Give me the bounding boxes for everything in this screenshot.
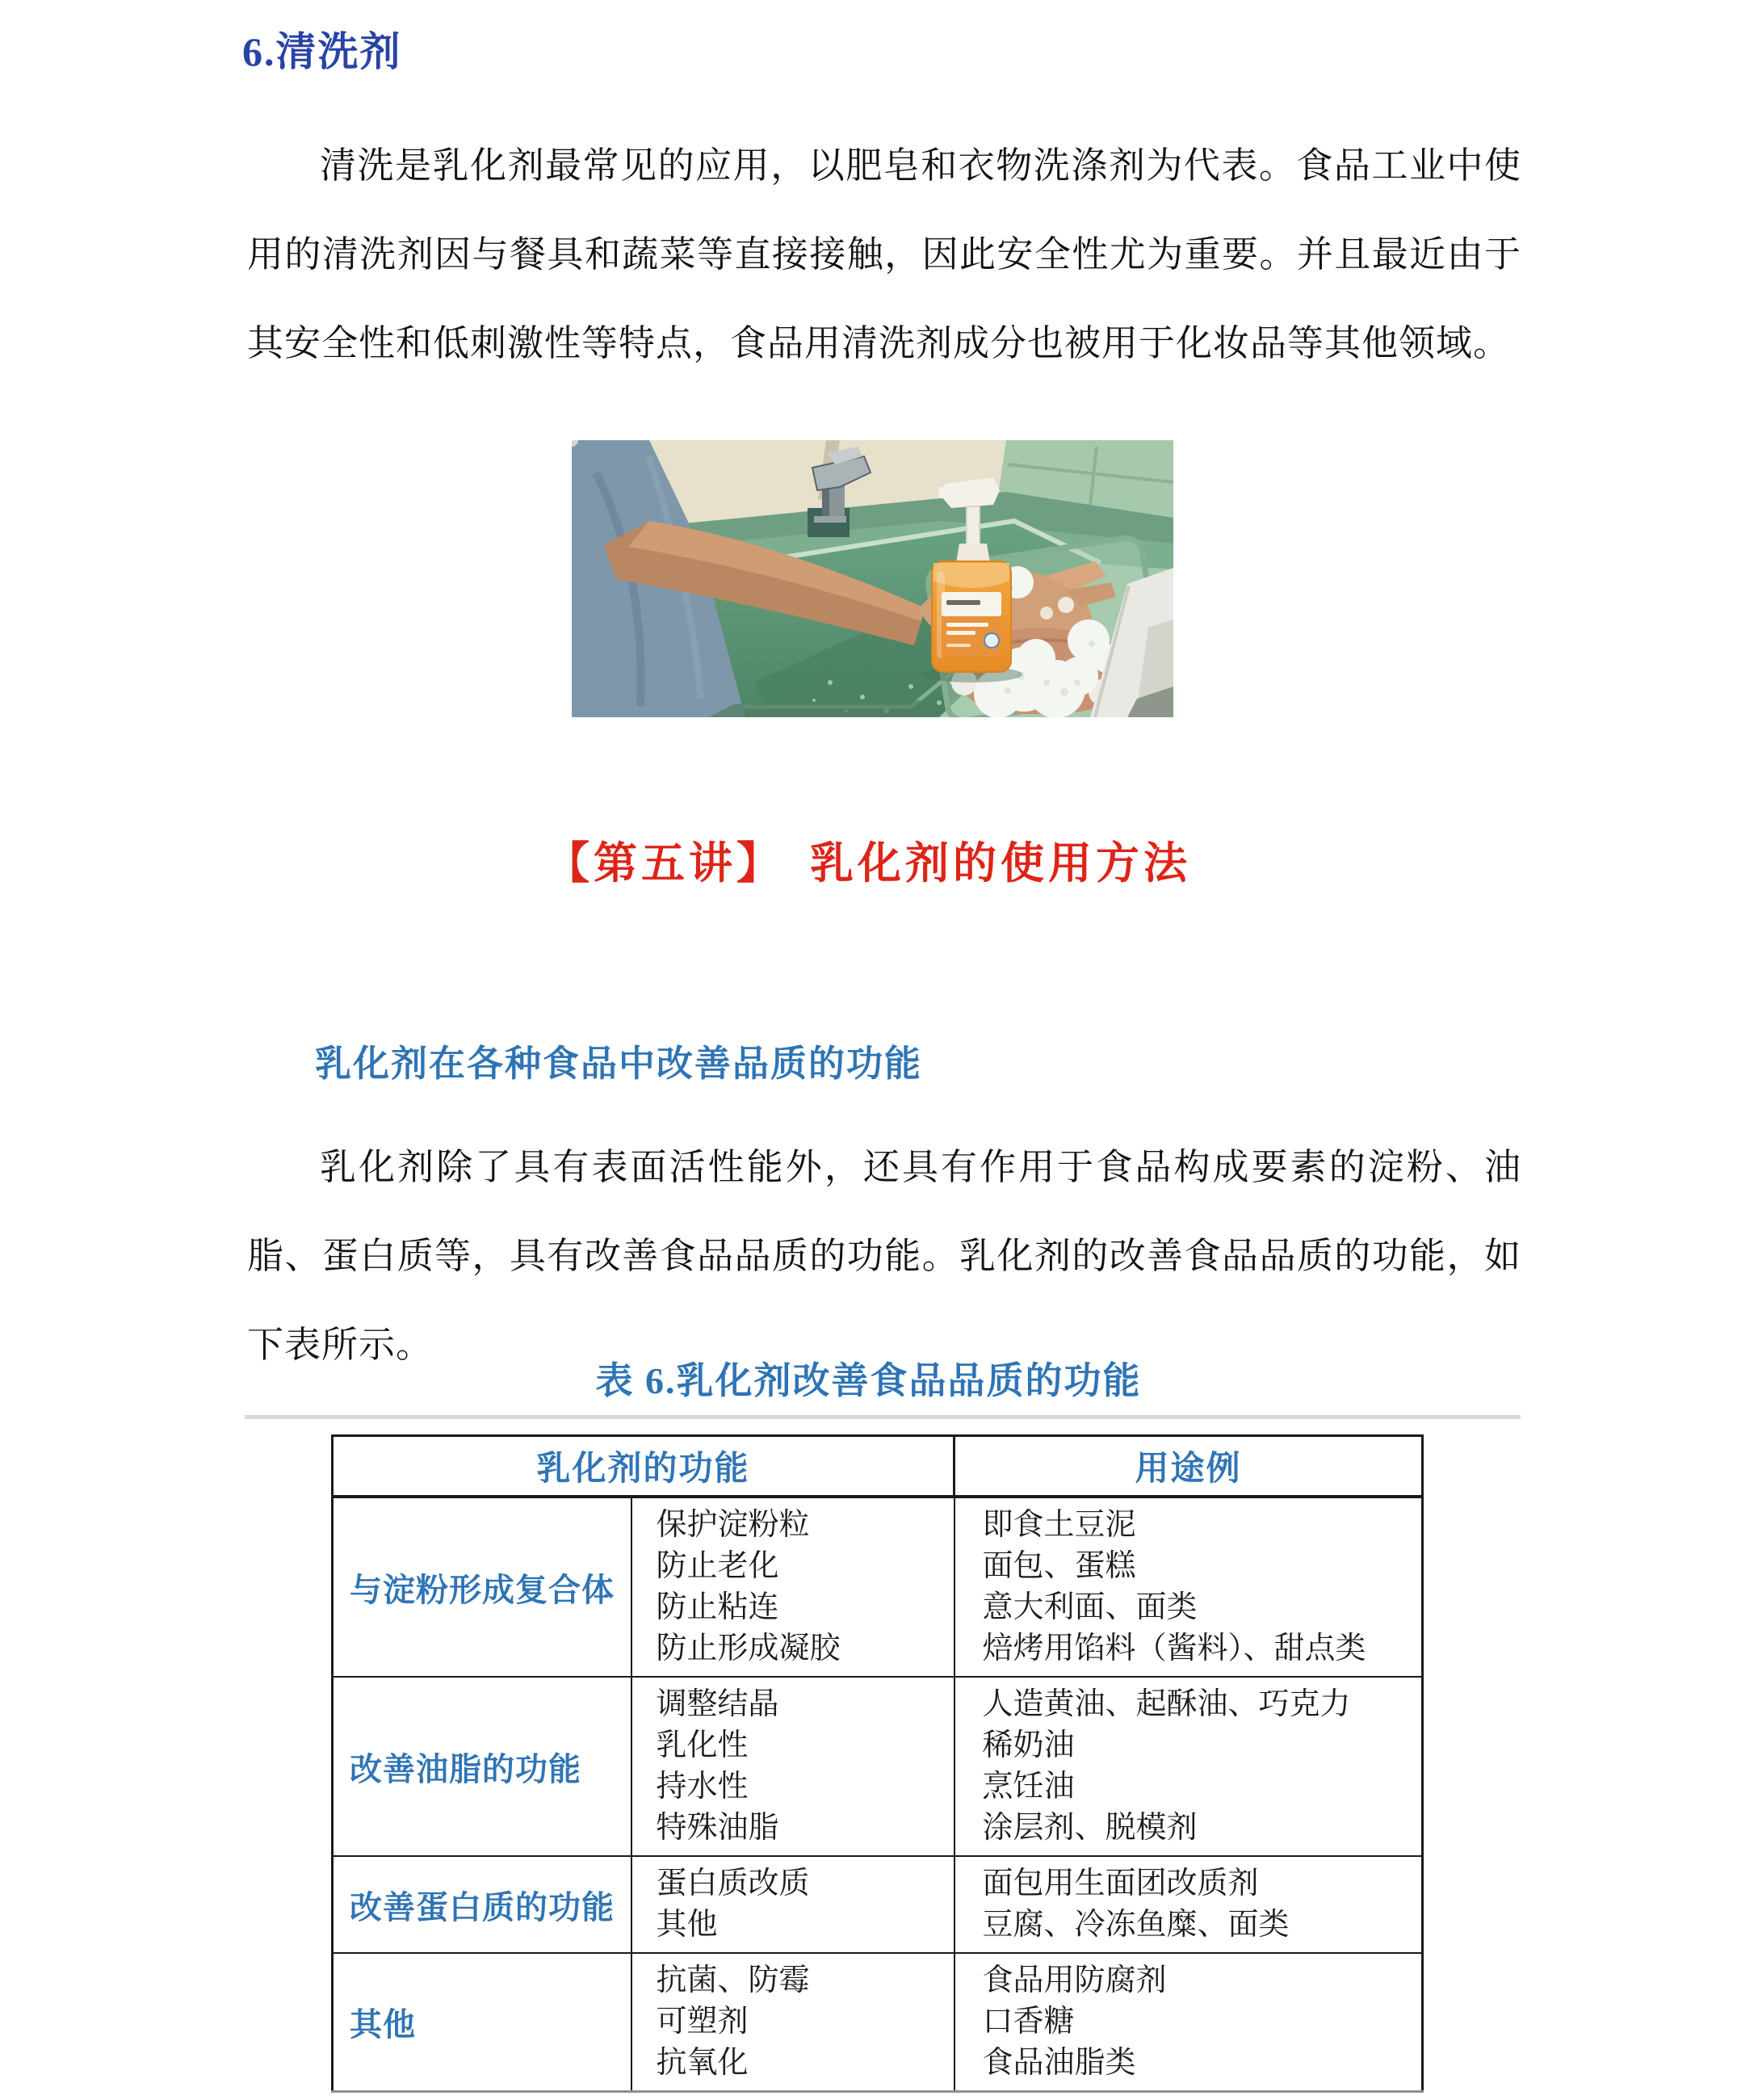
function-lines: [631, 1677, 955, 1856]
table-cell-line: 豆腐、冷冻鱼糜、面类: [982, 1908, 1290, 1942]
table-cell-line: 乳化性: [656, 1728, 749, 1762]
table-cell-line: 口香糖: [982, 2005, 1075, 2039]
table-cell-line: 食品用防腐剂: [982, 1964, 1167, 1997]
function-lines: [631, 1497, 955, 1677]
table-cell-line: 保护淀粉粒: [656, 1508, 810, 1542]
function-category-label: 改善蛋白质的功能: [333, 1856, 631, 1953]
table-cell-line: 涂层剂、脱模剂: [982, 1811, 1198, 1845]
table-cell-line: 稀奶油: [982, 1728, 1075, 1762]
table-body: [333, 1497, 1423, 2092]
table-cell-line: 其他: [656, 1908, 718, 1942]
function-category-label: 改善油脂的功能: [333, 1677, 631, 1856]
table-group-row: [333, 1677, 1423, 1856]
table-cell-line: 食品油脂类: [982, 2046, 1136, 2080]
table-cell-line: 调整结晶: [656, 1687, 779, 1721]
table-cell-line: 持水性: [656, 1770, 749, 1804]
table-cell-line: 防止老化: [656, 1549, 779, 1583]
function-lines: [631, 1856, 955, 1953]
table-cell-line: 可塑剂: [656, 2005, 749, 2039]
table-cell-line: 蛋白质改质: [656, 1867, 810, 1900]
table-cell-line: 面包用生面团改质剂: [982, 1867, 1259, 1900]
table-cell-line: 烹饪油: [982, 1770, 1075, 1804]
table-group-row: [333, 1953, 1423, 2092]
handwash-photo: [572, 440, 1173, 717]
paragraph-emulsifier-functions: 乳化剂除了具有表面活性能外，还具有作用于食品构成要素的淀粉、油脂、蛋白质等，具有改善食品品质的功能。乳化剂的改善食品品质的功能，如下表所示。: [247, 1147, 1521, 1365]
table-cell-line: 焙烤用馅料（酱料）、甜点类: [982, 1632, 1366, 1665]
function-category-label: 与淀粉形成复合体: [333, 1497, 631, 1677]
use-example-lines: [955, 1497, 1423, 1677]
table-cell-line: 意大利面、面类: [982, 1590, 1198, 1624]
use-example-lines: [955, 1677, 1423, 1856]
table-cell-line: 即食土豆泥: [982, 1508, 1136, 1542]
table-cell-line: 抗氧化: [656, 2046, 749, 2080]
table-cell-line: 抗菌、防霉: [656, 1964, 810, 1997]
table-cell-line: 面包、蛋糕: [982, 1549, 1136, 1583]
subheading-emulsifier-functions: 乳化剂在各种食品中改善品质的功能: [315, 1044, 923, 1084]
function-category-label: 其他: [333, 1953, 631, 2092]
table-cell-line: 人造黄油、起酥油、巧克力: [982, 1687, 1351, 1721]
lecture-title: 【第五讲】 乳化剂的使用方法: [546, 839, 1191, 888]
table-header-use: 用途例: [955, 1436, 1423, 1497]
use-example-lines: [955, 1856, 1423, 1953]
table-group-row: [333, 1856, 1423, 1953]
table-group-row: [333, 1497, 1423, 1677]
section-heading-cleaning-agents: 6.清洗剂: [242, 29, 402, 74]
use-example-lines: [955, 1953, 1423, 2092]
table-cell-line: 防止粘连: [656, 1590, 779, 1624]
table-cell-line: 特殊油脂: [656, 1811, 779, 1845]
horizontal-rule: [245, 1415, 1521, 1419]
table-header-function: 乳化剂的功能: [333, 1436, 955, 1497]
table-cell-line: 防止形成凝胶: [656, 1632, 841, 1665]
table-caption: 表 6.乳化剂改善食品品质的功能: [595, 1360, 1142, 1401]
handwash-photo-illustration: [572, 440, 1173, 717]
function-lines: [631, 1953, 955, 2092]
emulsifier-function-table: [331, 1434, 1424, 2093]
paragraph-cleaning-intro: 清洗是乳化剂最常见的应用，以肥皂和衣物洗涤剂为代表。食品工业中使用的清洗剂因与餐具和蔬菜等直接接触，因此安全性尤为重要。并且最近由于其安全性和低刺激性等特点，食品用清洗剂成分也被用于化妆品等其他领域。: [247, 145, 1521, 363]
table-header-row: [333, 1436, 1423, 1497]
